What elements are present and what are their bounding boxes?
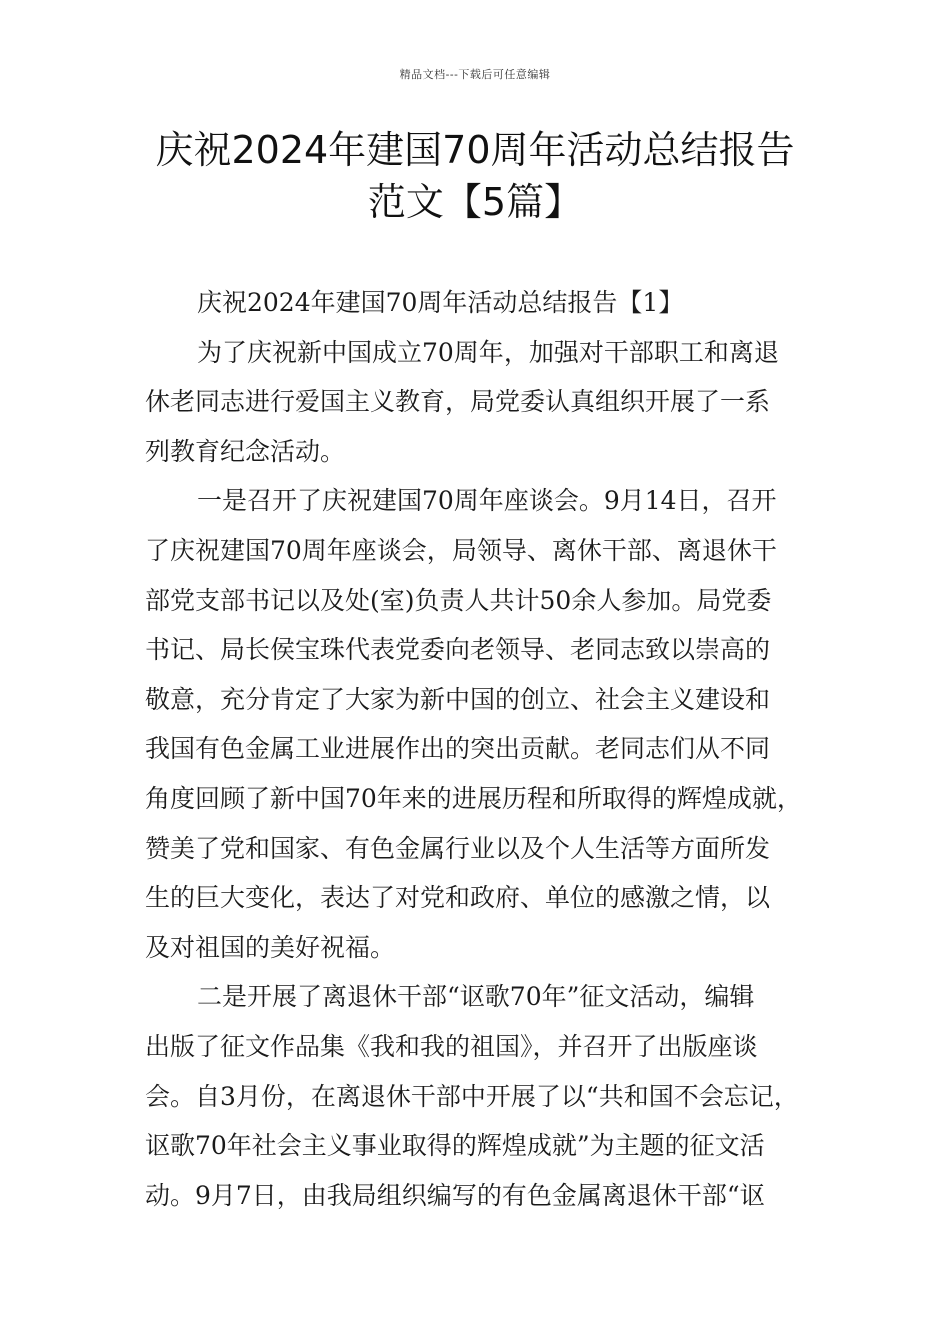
- paragraph-line: 讴歌70年社会主义事业取得的辉煌成就”为主题的征文活: [145, 1131, 765, 1161]
- paragraph-line: 赞美了党和国家、有色金属行业以及个人生活等方面所发: [145, 833, 771, 863]
- paragraph-line: 我国有色金属工业进展作出的突出贡献。老同志们从不同: [145, 734, 771, 764]
- paragraph-line: 会。自3月份，在离退休干部中开展了以“共和国不会忘记，: [145, 1081, 799, 1111]
- section-heading: 庆祝2024年建国70周年活动总结报告【1】: [197, 288, 684, 317]
- body-text: [145, 278, 810, 1220]
- paragraph-line: 及对祖国的美好祝福。: [145, 932, 396, 962]
- paragraph-line: 部党支部书记以及处(室)负责人共计50余人参加。局党委: [145, 585, 772, 615]
- paragraph-line: 动。9月7日，由我局组织编写的有色金属离退休干部“讴: [145, 1180, 765, 1210]
- paragraph-line: 出版了征文作品集《我和我的祖国》，并召开了出版座谈: [145, 1031, 758, 1061]
- paragraph-line: 二是开展了离退休干部“讴歌70年”征文活动，编辑: [197, 982, 755, 1012]
- paragraph-line: 为了庆祝新中国成立70周年，加强对干部职工和离退: [197, 337, 779, 367]
- paragraph-line: 生的巨大变化，表达了对党和政府、单位的感激之情，以: [145, 883, 771, 913]
- title-line-2: 范文【5篇】: [367, 180, 583, 224]
- document-title: [120, 124, 830, 228]
- paragraph-line: 了庆祝建国70周年座谈会，局领导、离休干部、离退休干: [145, 535, 777, 565]
- paragraph-line: 书记、局长侯宝珠代表党委向老领导、老同志致以崇高的: [145, 635, 771, 665]
- header-note: 精品文档---下载后可任意编辑: [399, 68, 551, 81]
- paragraph-line: 一是召开了庆祝建国70周年座谈会。9月14日，召开: [197, 486, 777, 516]
- paragraph-line: 角度回顾了新中国70年来的进展历程和所取得的辉煌成就，: [145, 783, 802, 813]
- paragraph-line: 列教育纪念活动。: [145, 436, 346, 466]
- paragraph-line: 敬意，充分肯定了大家为新中国的创立、社会主义建设和: [145, 684, 771, 714]
- paragraph-line: 休老同志进行爱国主义教育，局党委认真组织开展了一系: [145, 387, 771, 417]
- title-line-1: 庆祝2024年建国70周年活动总结报告: [155, 128, 795, 172]
